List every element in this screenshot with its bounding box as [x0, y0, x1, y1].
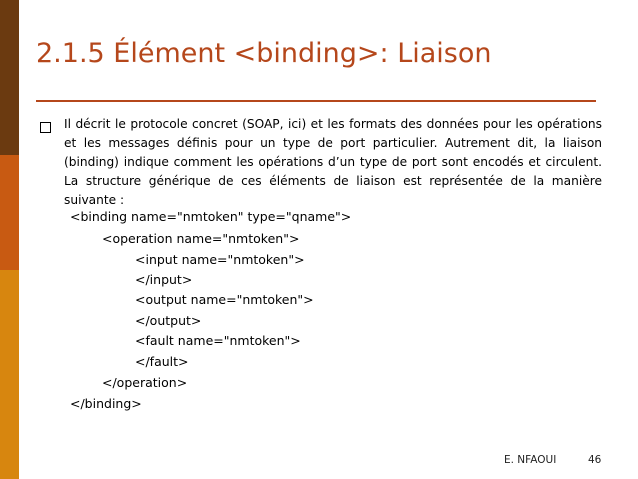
square-bullet-icon	[40, 122, 51, 133]
slide-title: 2.1.5 Élément <binding>: Liaison	[36, 38, 492, 69]
title-divider	[36, 100, 596, 102]
footer-author: E. NFAOUI	[504, 454, 557, 466]
code-line: <fault name="nmtoken">	[135, 333, 301, 348]
code-line: </operation>	[102, 375, 188, 390]
code-line: </input>	[135, 272, 193, 287]
code-line: </output>	[135, 313, 202, 328]
sidebar-segment-top	[0, 0, 19, 155]
sidebar-segment-bottom	[0, 270, 19, 479]
slide-paragraph: Il décrit le protocole concret (SOAP, ici) et les formats des données pour les opérations et les messages définis pour un type de port particulier. Autrement dit, la liaison (binding) indique comment les opérations d’un type de port sont encodés et circulent. La structure générique de ces éléments de liaison est représentée de la manière suivante :	[64, 117, 602, 207]
sidebar-segment-middle	[0, 155, 19, 270]
code-line: <input name="nmtoken">	[135, 252, 305, 267]
sidebar-decoration	[0, 0, 19, 479]
code-line: </binding>	[70, 396, 142, 411]
code-line: <output name="nmtoken">	[135, 292, 314, 307]
code-line: <binding name="nmtoken" type="qname">	[70, 209, 352, 224]
page-number: 46	[588, 454, 602, 466]
code-line: </fault>	[135, 354, 189, 369]
code-line: <operation name="nmtoken">	[102, 231, 300, 246]
